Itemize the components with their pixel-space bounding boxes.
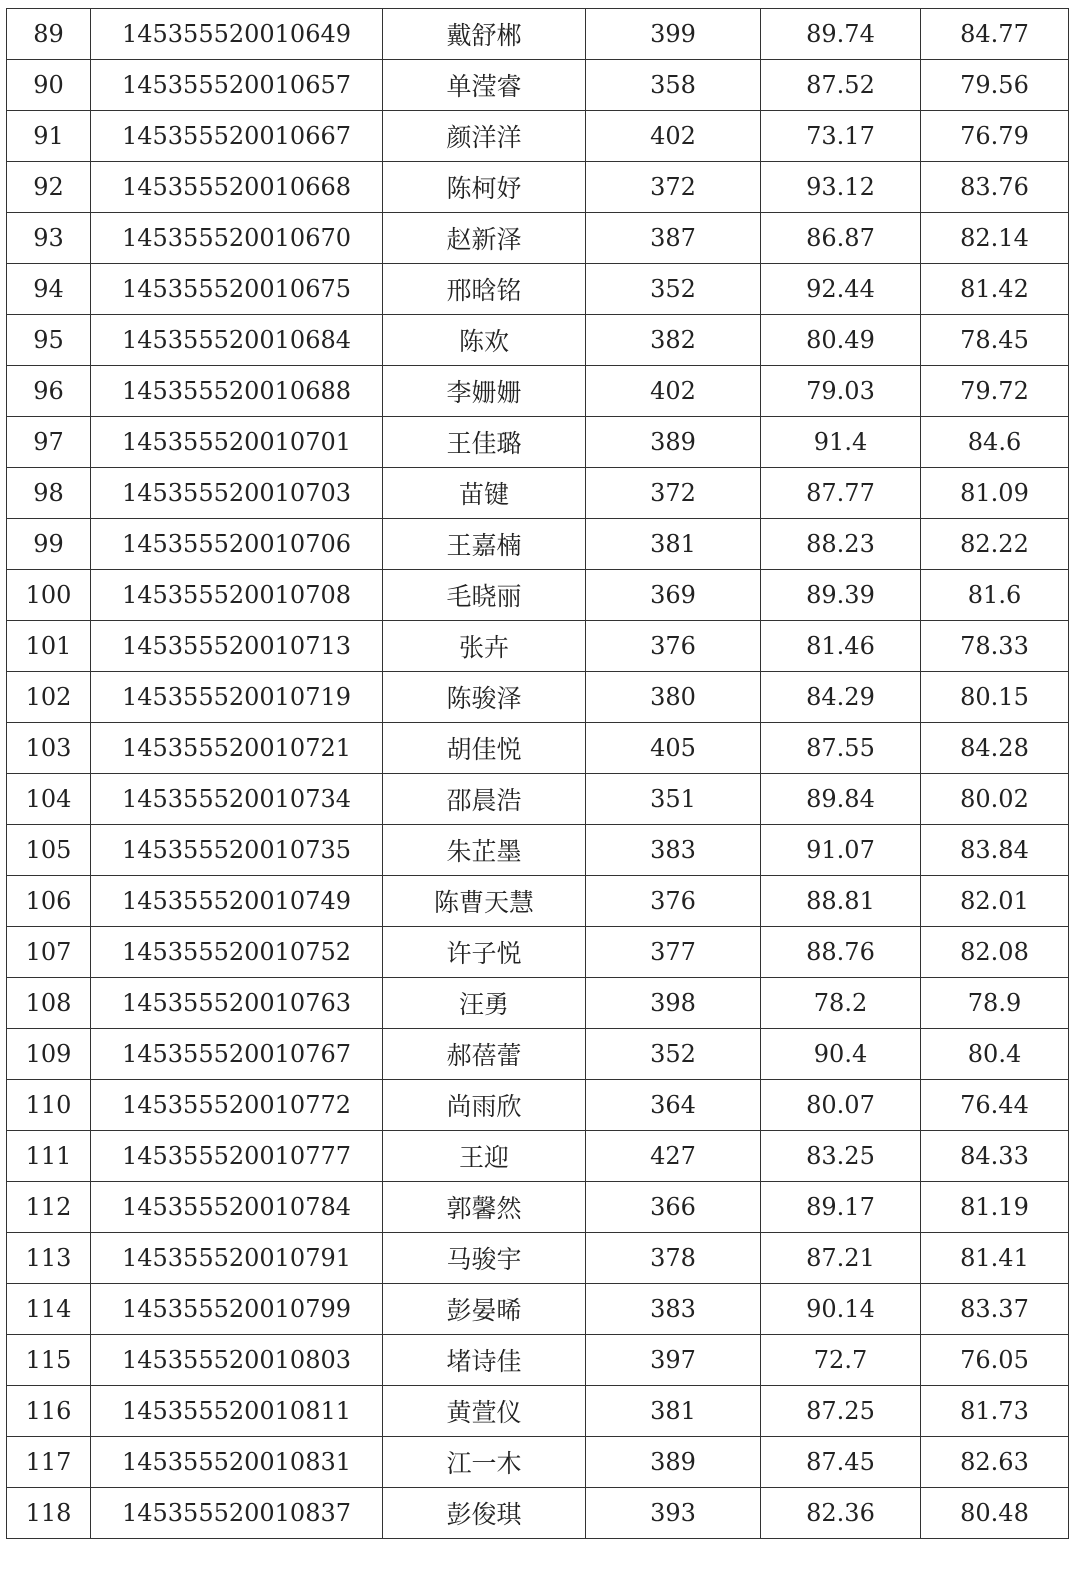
student-name-cell: 尚雨欣 [383,1080,586,1131]
exam-id-cell: 145355520010831 [91,1437,383,1488]
written-score-cell: 376 [586,876,761,927]
row-number-cell: 94 [7,264,91,315]
total-score-cell: 79.72 [921,366,1069,417]
student-name-cell: 戴舒郴 [383,9,586,60]
total-score-cell: 83.37 [921,1284,1069,1335]
table-row [7,315,1069,366]
total-score-cell: 81.09 [921,468,1069,519]
total-score-cell: 78.9 [921,978,1069,1029]
exam-id-cell: 145355520010668 [91,162,383,213]
exam-id-cell: 145355520010713 [91,621,383,672]
student-name-cell: 郝蓓蕾 [383,1029,586,1080]
table-row [7,774,1069,825]
row-number-cell: 110 [7,1080,91,1131]
table-row [7,9,1069,60]
row-number-cell: 109 [7,1029,91,1080]
student-name-cell: 陈曹天慧 [383,876,586,927]
total-score-cell: 82.01 [921,876,1069,927]
written-score-cell: 377 [586,927,761,978]
exam-id-cell: 145355520010670 [91,213,383,264]
row-number-cell: 89 [7,9,91,60]
total-score-cell: 80.15 [921,672,1069,723]
student-name-cell: 马骏宇 [383,1233,586,1284]
written-score-cell: 352 [586,1029,761,1080]
row-number-cell: 103 [7,723,91,774]
exam-id-cell: 145355520010735 [91,825,383,876]
row-number-cell: 108 [7,978,91,1029]
total-score-cell: 84.77 [921,9,1069,60]
interview-score-cell: 87.52 [761,60,921,111]
interview-score-cell: 88.23 [761,519,921,570]
exam-id-cell: 145355520010837 [91,1488,383,1539]
written-score-cell: 399 [586,9,761,60]
interview-score-cell: 90.14 [761,1284,921,1335]
student-name-cell: 陈柯妤 [383,162,586,213]
written-score-cell: 381 [586,519,761,570]
exam-id-cell: 145355520010721 [91,723,383,774]
exam-id-cell: 145355520010703 [91,468,383,519]
score-table [6,8,1069,1539]
total-score-cell: 81.42 [921,264,1069,315]
exam-id-cell: 145355520010767 [91,1029,383,1080]
student-name-cell: 许子悦 [383,927,586,978]
table-row [7,468,1069,519]
interview-score-cell: 86.87 [761,213,921,264]
student-name-cell: 张卉 [383,621,586,672]
total-score-cell: 79.56 [921,60,1069,111]
written-score-cell: 351 [586,774,761,825]
total-score-cell: 81.73 [921,1386,1069,1437]
interview-score-cell: 88.76 [761,927,921,978]
exam-id-cell: 145355520010777 [91,1131,383,1182]
row-number-cell: 112 [7,1182,91,1233]
row-number-cell: 99 [7,519,91,570]
student-name-cell: 汪勇 [383,978,586,1029]
interview-score-cell: 73.17 [761,111,921,162]
table-row [7,978,1069,1029]
table-row [7,1284,1069,1335]
written-score-cell: 382 [586,315,761,366]
exam-id-cell: 145355520010708 [91,570,383,621]
written-score-cell: 402 [586,366,761,417]
interview-score-cell: 87.77 [761,468,921,519]
total-score-cell: 82.63 [921,1437,1069,1488]
written-score-cell: 369 [586,570,761,621]
row-number-cell: 105 [7,825,91,876]
exam-id-cell: 145355520010799 [91,1284,383,1335]
total-score-cell: 83.76 [921,162,1069,213]
row-number-cell: 93 [7,213,91,264]
row-number-cell: 118 [7,1488,91,1539]
table-row [7,876,1069,927]
row-number-cell: 92 [7,162,91,213]
written-score-cell: 383 [586,825,761,876]
interview-score-cell: 87.45 [761,1437,921,1488]
exam-id-cell: 145355520010749 [91,876,383,927]
exam-id-cell: 145355520010719 [91,672,383,723]
student-name-cell: 毛晓丽 [383,570,586,621]
total-score-cell: 80.02 [921,774,1069,825]
row-number-cell: 90 [7,60,91,111]
interview-score-cell: 91.07 [761,825,921,876]
table-row [7,621,1069,672]
interview-score-cell: 84.29 [761,672,921,723]
total-score-cell: 82.22 [921,519,1069,570]
table-row [7,264,1069,315]
written-score-cell: 389 [586,1437,761,1488]
total-score-cell: 78.33 [921,621,1069,672]
exam-id-cell: 145355520010667 [91,111,383,162]
exam-id-cell: 145355520010784 [91,1182,383,1233]
written-score-cell: 380 [586,672,761,723]
written-score-cell: 381 [586,1386,761,1437]
total-score-cell: 84.28 [921,723,1069,774]
total-score-cell: 80.48 [921,1488,1069,1539]
student-name-cell: 邢晗铭 [383,264,586,315]
interview-score-cell: 87.21 [761,1233,921,1284]
total-score-cell: 82.08 [921,927,1069,978]
table-row [7,1386,1069,1437]
written-score-cell: 405 [586,723,761,774]
student-name-cell: 王佳璐 [383,417,586,468]
student-name-cell: 王迎 [383,1131,586,1182]
table-row [7,1437,1069,1488]
student-name-cell: 单滢睿 [383,60,586,111]
interview-score-cell: 78.2 [761,978,921,1029]
exam-id-cell: 145355520010734 [91,774,383,825]
written-score-cell: 383 [586,1284,761,1335]
exam-id-cell: 145355520010706 [91,519,383,570]
written-score-cell: 398 [586,978,761,1029]
interview-score-cell: 90.4 [761,1029,921,1080]
student-name-cell: 邵晨浩 [383,774,586,825]
interview-score-cell: 89.39 [761,570,921,621]
table-row [7,1131,1069,1182]
written-score-cell: 352 [586,264,761,315]
table-row [7,1182,1069,1233]
student-name-cell: 彭晏晞 [383,1284,586,1335]
total-score-cell: 84.6 [921,417,1069,468]
written-score-cell: 378 [586,1233,761,1284]
exam-id-cell: 145355520010763 [91,978,383,1029]
total-score-cell: 81.6 [921,570,1069,621]
written-score-cell: 393 [586,1488,761,1539]
interview-score-cell: 87.55 [761,723,921,774]
table-body [7,9,1069,1539]
table-row [7,1080,1069,1131]
total-score-cell: 81.41 [921,1233,1069,1284]
total-score-cell: 76.79 [921,111,1069,162]
table-row [7,417,1069,468]
table-row [7,366,1069,417]
written-score-cell: 376 [586,621,761,672]
table-row [7,825,1069,876]
written-score-cell: 358 [586,60,761,111]
interview-score-cell: 82.36 [761,1488,921,1539]
table-row [7,111,1069,162]
student-name-cell: 王嘉楠 [383,519,586,570]
exam-id-cell: 145355520010803 [91,1335,383,1386]
row-number-cell: 96 [7,366,91,417]
student-name-cell: 苗键 [383,468,586,519]
table-row [7,1488,1069,1539]
written-score-cell: 372 [586,162,761,213]
interview-score-cell: 89.74 [761,9,921,60]
interview-score-cell: 88.81 [761,876,921,927]
table-row [7,723,1069,774]
row-number-cell: 91 [7,111,91,162]
row-number-cell: 115 [7,1335,91,1386]
row-number-cell: 104 [7,774,91,825]
total-score-cell: 76.44 [921,1080,1069,1131]
interview-score-cell: 89.17 [761,1182,921,1233]
row-number-cell: 101 [7,621,91,672]
interview-score-cell: 72.7 [761,1335,921,1386]
interview-score-cell: 91.4 [761,417,921,468]
student-name-cell: 陈欢 [383,315,586,366]
row-number-cell: 114 [7,1284,91,1335]
table-row [7,1029,1069,1080]
table-row [7,1233,1069,1284]
student-name-cell: 颜洋洋 [383,111,586,162]
exam-id-cell: 145355520010701 [91,417,383,468]
table-row [7,213,1069,264]
total-score-cell: 84.33 [921,1131,1069,1182]
exam-id-cell: 145355520010791 [91,1233,383,1284]
exam-id-cell: 145355520010752 [91,927,383,978]
interview-score-cell: 80.07 [761,1080,921,1131]
row-number-cell: 113 [7,1233,91,1284]
exam-id-cell: 145355520010684 [91,315,383,366]
table-row [7,60,1069,111]
interview-score-cell: 81.46 [761,621,921,672]
total-score-cell: 83.84 [921,825,1069,876]
exam-id-cell: 145355520010811 [91,1386,383,1437]
score-table-container [6,8,1068,1539]
table-row [7,1335,1069,1386]
student-name-cell: 彭俊琪 [383,1488,586,1539]
row-number-cell: 117 [7,1437,91,1488]
interview-score-cell: 92.44 [761,264,921,315]
student-name-cell: 堵诗佳 [383,1335,586,1386]
student-name-cell: 江一木 [383,1437,586,1488]
interview-score-cell: 83.25 [761,1131,921,1182]
interview-score-cell: 93.12 [761,162,921,213]
student-name-cell: 朱芷墨 [383,825,586,876]
total-score-cell: 78.45 [921,315,1069,366]
interview-score-cell: 89.84 [761,774,921,825]
total-score-cell: 81.19 [921,1182,1069,1233]
table-row [7,570,1069,621]
written-score-cell: 366 [586,1182,761,1233]
exam-id-cell: 145355520010772 [91,1080,383,1131]
table-row [7,927,1069,978]
student-name-cell: 郭馨然 [383,1182,586,1233]
written-score-cell: 397 [586,1335,761,1386]
written-score-cell: 427 [586,1131,761,1182]
row-number-cell: 95 [7,315,91,366]
row-number-cell: 98 [7,468,91,519]
row-number-cell: 111 [7,1131,91,1182]
total-score-cell: 80.4 [921,1029,1069,1080]
written-score-cell: 364 [586,1080,761,1131]
table-row [7,672,1069,723]
exam-id-cell: 145355520010657 [91,60,383,111]
row-number-cell: 116 [7,1386,91,1437]
row-number-cell: 107 [7,927,91,978]
total-score-cell: 82.14 [921,213,1069,264]
interview-score-cell: 80.49 [761,315,921,366]
student-name-cell: 赵新泽 [383,213,586,264]
row-number-cell: 106 [7,876,91,927]
row-number-cell: 97 [7,417,91,468]
student-name-cell: 陈骏泽 [383,672,586,723]
table-row [7,162,1069,213]
interview-score-cell: 79.03 [761,366,921,417]
row-number-cell: 100 [7,570,91,621]
exam-id-cell: 145355520010688 [91,366,383,417]
table-row [7,519,1069,570]
student-name-cell: 胡佳悦 [383,723,586,774]
row-number-cell: 102 [7,672,91,723]
interview-score-cell: 87.25 [761,1386,921,1437]
student-name-cell: 李姗姗 [383,366,586,417]
exam-id-cell: 145355520010649 [91,9,383,60]
written-score-cell: 387 [586,213,761,264]
total-score-cell: 76.05 [921,1335,1069,1386]
written-score-cell: 372 [586,468,761,519]
student-name-cell: 黄萱仪 [383,1386,586,1437]
exam-id-cell: 145355520010675 [91,264,383,315]
written-score-cell: 389 [586,417,761,468]
written-score-cell: 402 [586,111,761,162]
